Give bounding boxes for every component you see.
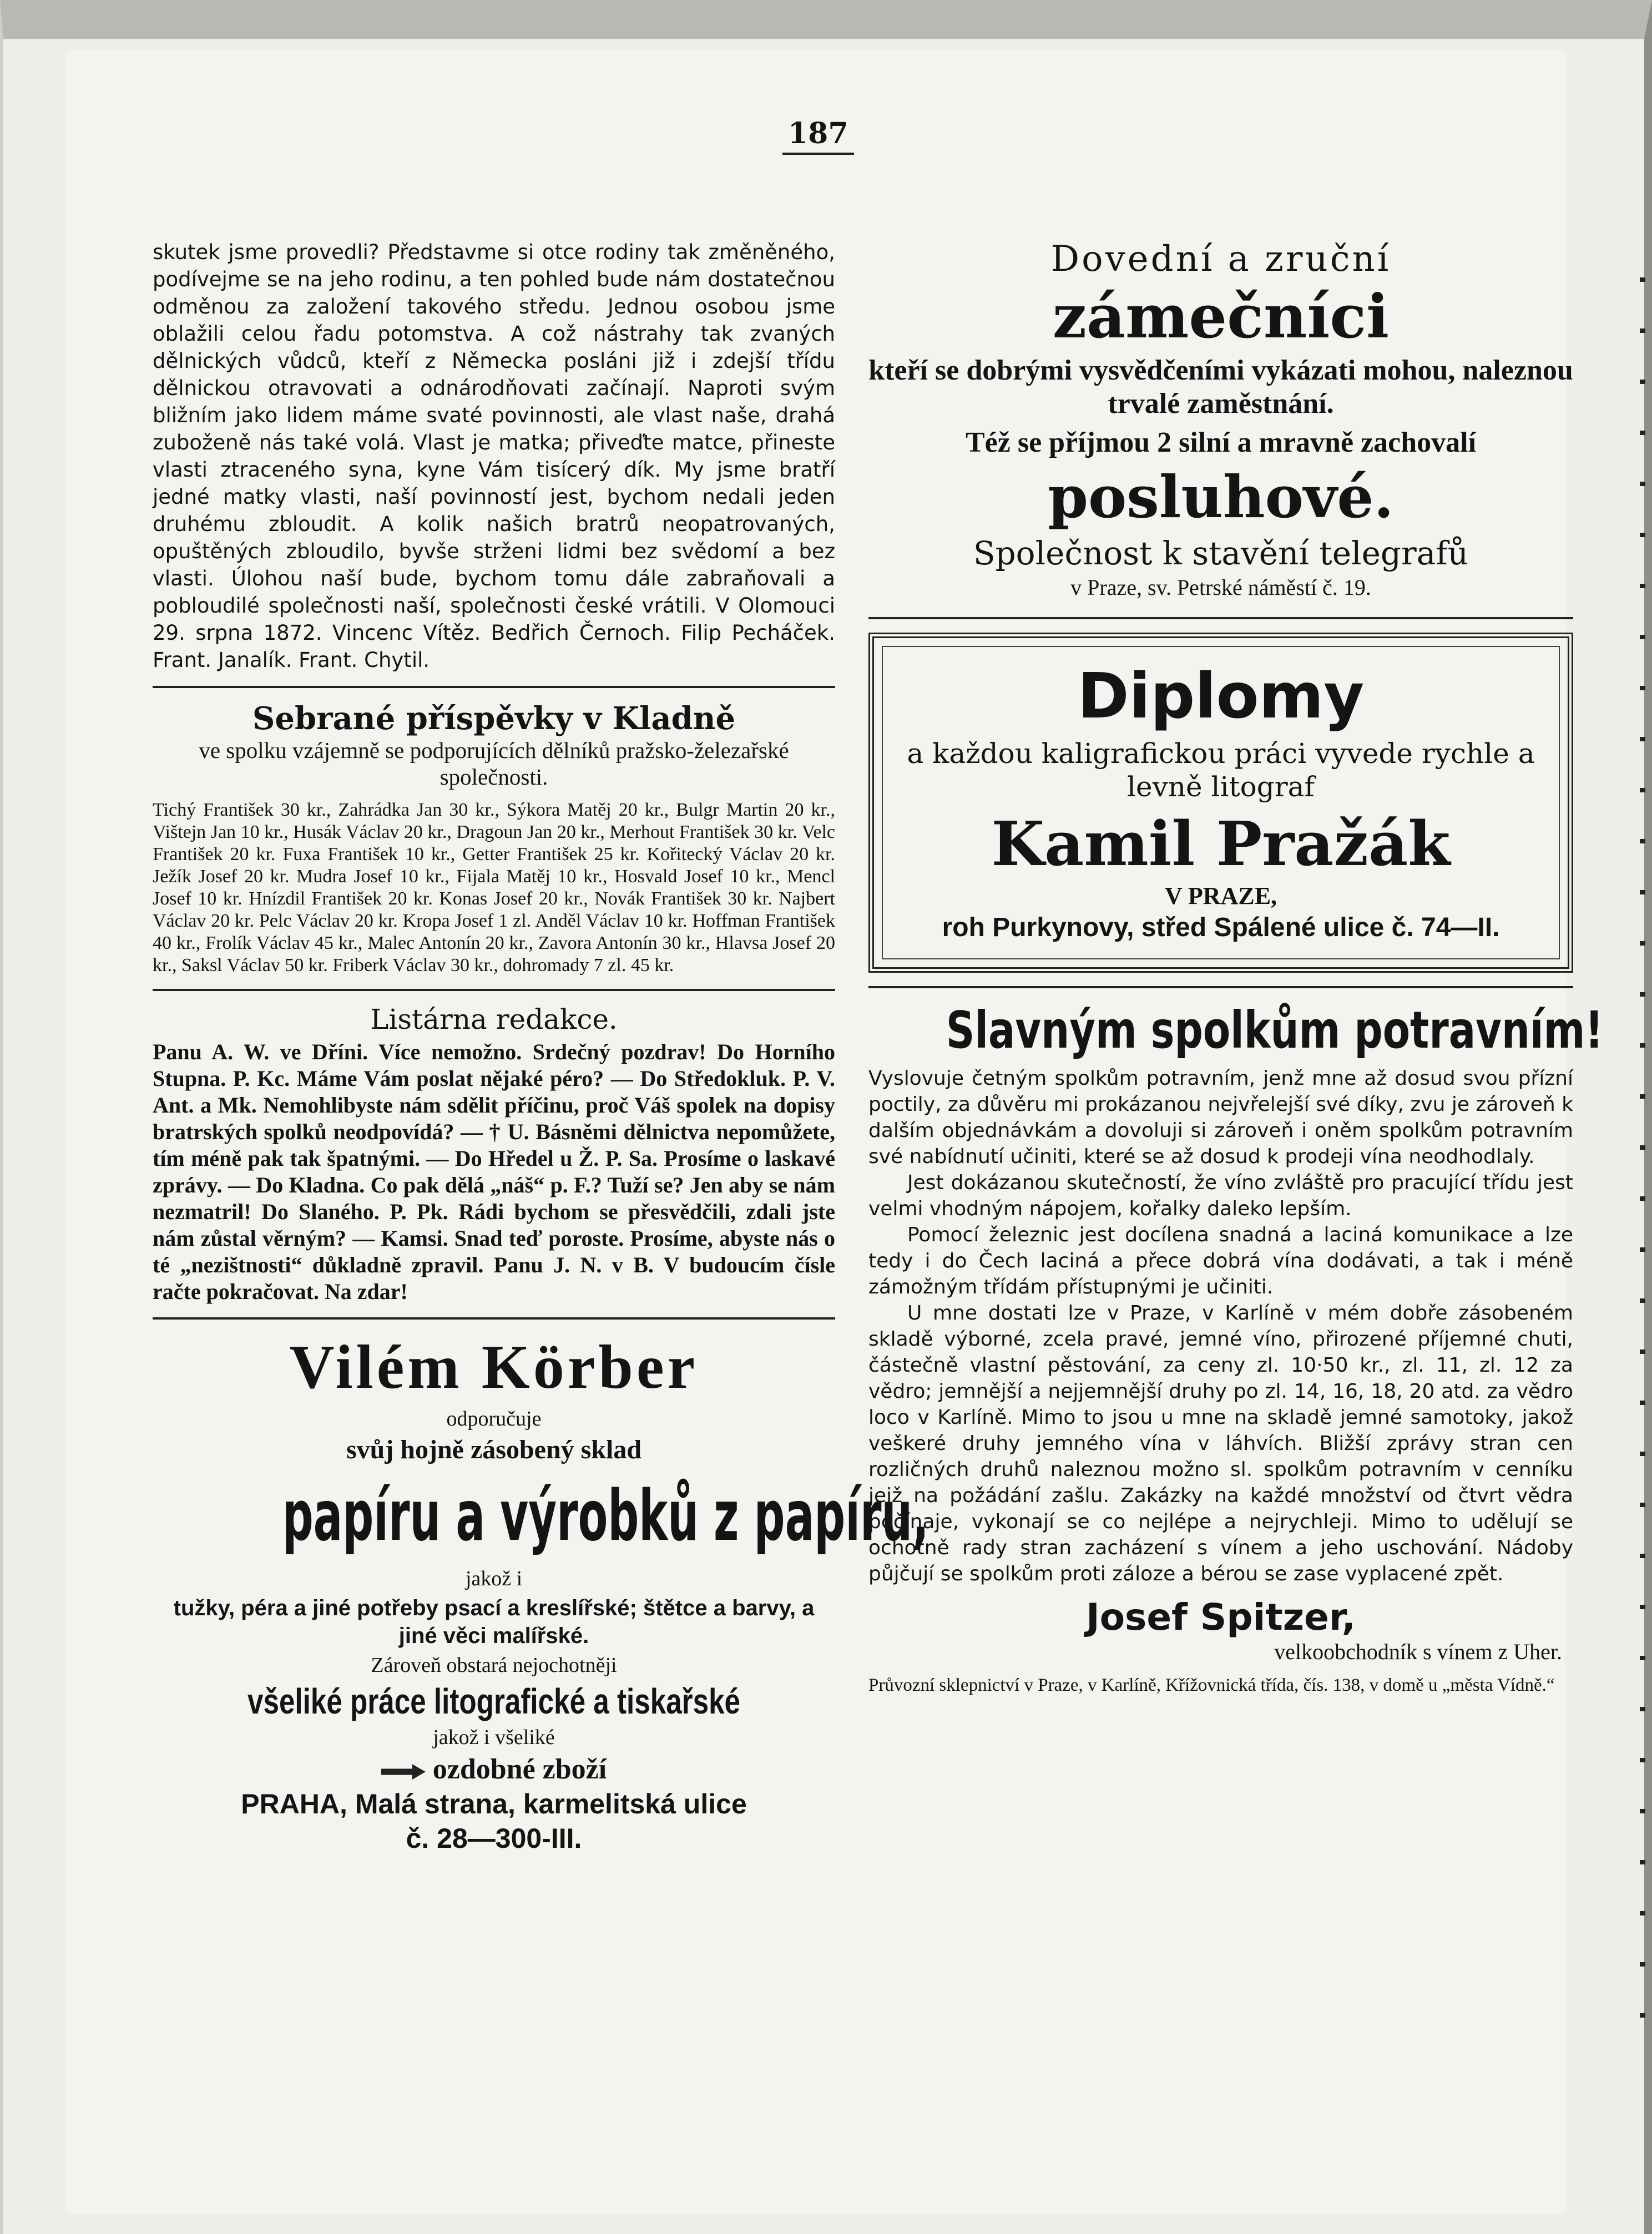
pointing-hand-icon	[381, 1764, 426, 1780]
korber-l10: PRAHA, Malá strana, karmelitská ulice	[241, 1788, 747, 1819]
dov-l1: kteří se dobrými vysvědčeními vykázati mohou, naleznou trvalé zaměstnání.	[868, 355, 1573, 419]
listarna-title: Listárna redakce.	[370, 1003, 618, 1035]
slav-title: Slavným spolkům potravním!	[946, 1000, 1604, 1060]
dipl-l1: a každou kaligrafickou práci vyvede rychle a levně litograf	[907, 737, 1535, 803]
slav-p2: Jest dokázanou skutečností, že víno zvláště pro pracující třídu jest velmi vhodným nápojem, kořalky daleko lepším.	[868, 1171, 1573, 1220]
slav-footer: Průvozní sklepnictví v Praze, v Karlíně, Křížovnická třída, čís. 138, v domě u „města Vídně.“	[868, 1675, 1555, 1695]
dipl-name: Kamil Pražák	[991, 808, 1451, 880]
dov-address: v Praze, sv. Petrské náměstí č. 19.	[1070, 575, 1371, 600]
telegraph-ad	[868, 239, 1573, 600]
korber-l5: tužky, péra a jiné potřeby psací a kreslířské; štětce a barvy, a jiné věci malířské.	[173, 1596, 815, 1648]
collection-subtitle: ve spolku vzájemně se podporujících dělníků pražsko-železařské společnosti.	[199, 737, 789, 790]
korber-l3: papíru a výrobků z papíru,	[282, 1475, 929, 1556]
korber-ad	[153, 1332, 929, 1854]
korber-l11: č. 28—300-III.	[406, 1823, 582, 1854]
korber-l6: Zároveň obstará nejochotněji	[371, 1654, 617, 1677]
divider	[868, 617, 1573, 619]
slav-p4: U mne dostati lze v Praze, v Karlíně v mém dobře zásobeném skladě výborné, zcela pravé, jemné víno, přirozené příjemné chuti, částečně vlastní pěstování, za ceny zl. 10·50 kr., zl. 11, zl. 12 za vědro; jemnější a nejjemnější druhy po zl. 14, 16, 18, 20 atd. za vědro loco v Karlíně. Mimo to jsou u mne na skladě jemné samotoky, jakož veškeré druhy jemného vína v láhvích. Bližší zprávy stran cen rozličných druhů naleznou možno sl. spolkům potravním v cenníku jejž na požádání zašlu. Zakázky na každé množství od čtvrt vědra počínaje, vykonají se co nejlépe a nejrychleji. Mimo to udělují se ochotně rady stran zacházení s vínem a jeho uschování. Nádoby půjčují se spolkům proti záloze a bérou se zase vyplacené zpět.	[868, 1302, 1573, 1585]
listarna-text: Panu A. W. ve Dříni. Více nemožno. Srdečný pozdrav! Do Horního Stupna. P. Kc. Máme Vám poslat nějaké péro? — Do Středokluk. P. V. Ant. a Mk. Nemohlibyste nám sdělit příčinu, proč Váš spolek na dopisy bratrských spolků neodpovídá? — † U. Básněmi dělnictva nepomůžete, tím méně pak tak špatnými. — Do Hředel u Ž. P. Sa. Prosíme o laskavé zprávy. — Do Kladna. Co pak dělá „náš“ p. F.? Tuží se? Jen aby se nám nezmatril! Do Slaného. P. Pk. Rádi bychom se přesvědčili, zdali jste nám zůstal věrným? — Kamsi. Snad teď poroste. Prosíme, abyste nás o té „nezištnosti“ důkladně zpravil. Panu J. N. v B. V budoucím čísle račte pokračovat. Na zdar!	[153, 1039, 835, 1304]
letter-text: skutek jsme provedli? Představme si otce rodiny tak změněného, podívejme se na jeho rodinu, a ten pohled bude nám dostatečnou odměnou za založení takového středu. Jednou osobou jsme oblažili celou řadu potomstva. A což nástrahy tak zvaných dělnických vůdců, kteří z Německa posláni již i zdejší třídu dělnickou otravovati a odnárodňovati začínají. Naproti svým bližním jako lidem máme svaté povinnosti, ale vlast naše, drahá zuboženě nás také volá. Vlast je matka; přiveďte matce, přineste vlasti ztraceného syna, kyne Vám tisícerý dík. My jsme bratří jedné matky vlasti, naší povinností jest, bychom nedali jeden druhému zbloudit. A kolik našich bratrů neopatrovaných, opuštěných zbloudilo, byvše strženi lidmi bez svědomí a bez vlasti. Úlohou naší bude, bychom tomu dále zabraňovali a pobloudilé společnosti naší, společnosti české vrátili. V Olomouci 29. srpna 1872. Vincenc Vítěz. Bedřich Černoch. Filip Pecháček. Frant. Janalík. Frant. Chytil.	[153, 240, 835, 672]
newspaper-page	[67, 50, 1604, 2214]
korber-name: Vilém Körber	[289, 1333, 699, 1402]
slav-signature-title: velkoobchodník s vínem z Uher.	[1274, 1639, 1562, 1664]
korber-l1: odporučuje	[446, 1407, 542, 1431]
page-number: 187	[782, 117, 854, 155]
diplomy-ad	[868, 633, 1573, 973]
dov-l2: Též se příjmou 2 silní a mravně zachovalí	[965, 427, 1477, 458]
divider	[153, 989, 835, 991]
dipl-address: roh Purkynovy, střed Spálené ulice č. 74—II.	[942, 913, 1500, 942]
left-column	[153, 239, 929, 1857]
dov-title: Dovední a zruční	[1050, 239, 1391, 280]
margin-marks	[1640, 277, 1645, 2053]
divider	[153, 686, 835, 688]
korber-l8: jakož i všeliké	[433, 1726, 555, 1749]
korber-l4: jakož i	[465, 1567, 523, 1590]
dov-posluhove: posluhové.	[1048, 463, 1394, 531]
slav-p1: Vyslovuje četným spolkům potravním, jenž mne až dosud svou přízní poctily, za důvěru mi prokázanou nejvřelejší své díky, zvu je zároveň k dalším objednávkám a dovoluji si zároveň i oněm spolkům potravním své nabídnutí učiniti, které se až dosud k prodeji vína neodhodlaly.	[868, 1067, 1573, 1168]
slav-signature: Josef Spitzer,	[1086, 1596, 1356, 1639]
korber-l7: všeliké práce litografické a tiskařské	[247, 1681, 741, 1721]
collection-names: Tichý František 30 kr., Zahrádka Jan 30 kr., Sýkora Matěj 20 kr., Bulgr Martin 20 kr., Vištejn Jan 10 kr., Husák Václav 20 kr., Dragoun Jan 20 kr., Merhout František 30 kr. Velc František 20 kr. Fuxa František 10 kr., Getter František 25 kr. Kořitecký Václav 20 kr. Ježík Josef 20 kr. Mudra Josef 10 kr., Fijala Matěj 10 kr., Hosvald Josef 10 kr., Mencl Josef 10 kr. Hnízdil František 20 kr. Konas Josef 20 kr., Novák František 30 kr. Najbert Václav 20 kr. Pelc Václav 20 kr. Kropa Josef 1 zl. Anděl Václav 10 kr. Hoffman František 40 kr., Frolík Václav 45 kr., Malec Antonín 20 kr., Zavora Antonín 30 kr., Hlavsa Josef 20 kr., Saksl Václav 50 kr. Friberk Václav 30 kr., dohromady 7 zl. 45 kr.	[153, 800, 835, 976]
spitzer-ad	[868, 1000, 1604, 1697]
dipl-city: V PRAZE,	[1164, 882, 1277, 909]
dipl-title: Diplomy	[1077, 660, 1365, 732]
dov-company: Společnost k stavění telegrafů	[973, 534, 1469, 572]
korber-l2: svůj hojně zásobený sklad	[346, 1435, 642, 1464]
divider	[868, 986, 1573, 988]
dov-zamecnici: zámečníci	[1052, 282, 1390, 352]
slav-p3: Pomocí železnic jest docílena snadná a laciná komunikace a lze tedy i do Čech laciná a přece dobrá vína dodávati, a tak i méně zámožným třídám přístupnými je učiniti.	[868, 1224, 1573, 1298]
right-column	[868, 239, 1604, 1697]
divider	[153, 1317, 835, 1320]
korber-l9: ozdobné zboží	[432, 1753, 607, 1785]
collection-title: Sebrané příspěvky v Kladně	[252, 700, 736, 737]
